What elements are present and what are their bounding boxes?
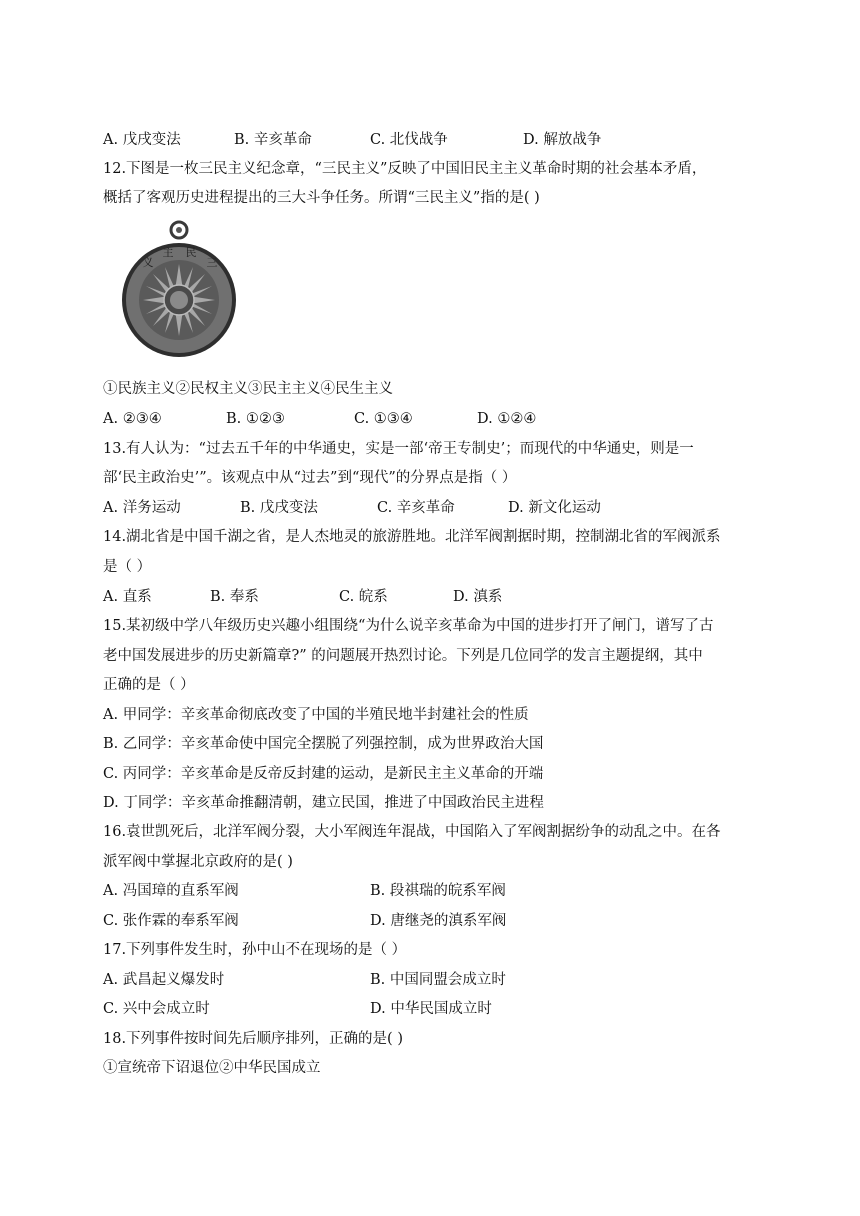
medal-char-1: 义 [142, 256, 154, 269]
q17-option-d: D. 中华民国成立时 [370, 1001, 492, 1017]
q13-stem-line2: 部‘民主政治史’”。该观点中从“过去”到“现代”的分界点是指（ ） [103, 470, 517, 486]
q16-stem-line1: 16.袁世凯死后，北洋军阀分裂，大小军阀连年混战，中国陷入了军阀割据纷争的动乱之中。在各 [103, 824, 721, 840]
medal-char-4: 三 [206, 256, 218, 269]
q12-stem-line1: 12.下图是一枚三民主义纪念章，“三民主义”反映了中国旧民主主义革命时期的社会基本矛盾， [103, 161, 707, 177]
q18-stem: 18.下列事件按时间先后顺序排列，正确的是( ) [103, 1031, 403, 1047]
q13-option-b: B. 戊戌变法 [240, 500, 318, 516]
q12-items: ①民族主义②民权主义③民主主义④民生主义 [103, 381, 393, 397]
q16-option-b: B. 段祺瑞的皖系军阀 [370, 883, 506, 899]
q18-items: ①宣统帝下诏退位②中华民国成立 [103, 1060, 321, 1076]
q15-option-b: B. 乙同学：辛亥革命使中国完全摆脱了列强控制，成为世界政治大国 [103, 736, 544, 752]
q12-option-c: C. ①③④ [354, 411, 413, 427]
q15-option-d: D. 丁同学：辛亥革命推翻清朝，建立民国，推进了中国政治民主进程 [103, 795, 544, 811]
q11-option-d: D. 解放战争 [523, 132, 602, 148]
q15-stem-line3: 正确的是（ ） [103, 677, 195, 693]
q16-option-c: C. 张作霖的奉系军阀 [103, 913, 239, 929]
q16-stem-line2: 派军阀中掌握北京政府的是( ) [103, 854, 293, 870]
q14-option-a: A. 直系 [103, 589, 152, 605]
q13-option-d: D. 新文化运动 [508, 500, 601, 516]
q17-option-a: A. 武昌起义爆发时 [103, 972, 225, 988]
q14-option-c: C. 皖系 [339, 589, 388, 605]
q14-option-d: D. 滇系 [453, 589, 503, 605]
q16-option-d: D. 唐继尧的滇系军阀 [370, 913, 507, 929]
q17-stem: 17.下列事件发生时，孙中山不在现场的是（ ） [103, 942, 407, 958]
q14-stem-line2: 是（ ） [103, 559, 152, 575]
q13-option-c: C. 辛亥革命 [377, 500, 455, 516]
q11-option-c: C. 北伐战争 [370, 132, 448, 148]
q12-option-b: B. ①②③ [226, 411, 285, 427]
q13-option-a: A. 洋务运动 [103, 500, 181, 516]
q12-option-d: D. ①②④ [477, 411, 537, 427]
q13-stem-line1: 13.有人认为：“过去五千年的中华通史，实是一部‘帝王专制史’；而现代的中华通史，则是一 [103, 441, 694, 457]
q15-option-a: A. 甲同学：辛亥革命彻底改变了中国的半殖民地半封建社会的性质 [103, 707, 529, 723]
q11-option-b: B. 辛亥革命 [234, 132, 312, 148]
q17-option-c: C. 兴中会成立时 [103, 1001, 210, 1017]
q12-stem-line2: 概括了客观历史进程提出的三大斗争任务。所谓“三民主义”指的是( ) [103, 190, 540, 206]
q16-option-a: A. 冯国璋的直系军阀 [103, 883, 239, 899]
medal-char-3: 民 [185, 246, 197, 259]
q15-stem-line2: 老中国发展进步的历史新篇章?” 的问题展开热烈讨论。下列是几位同学的发言主题提纲，其中 [103, 648, 703, 664]
sanmin-medal-image [120, 220, 238, 362]
medal-char-2: 主 [162, 246, 174, 259]
q15-stem-line1: 15.某初级中学八年级历史兴趣小组围绕“为什么说辛亥革命为中国的进步打开了闸门，谱写了古 [103, 618, 714, 634]
q14-option-b: B. 奉系 [210, 589, 259, 605]
q11-option-a: A. 戊戌变法 [103, 132, 181, 148]
q12-option-a: A. ②③④ [103, 411, 162, 427]
q17-option-b: B. 中国同盟会成立时 [370, 972, 506, 988]
q14-stem-line1: 14.湖北省是中国千湖之省，是人杰地灵的旅游胜地。北洋军阀割据时期，控制湖北省的军阀派系 [103, 529, 721, 545]
q15-option-c: C. 丙同学：辛亥革命是反帝反封建的运动，是新民主主义革命的开端 [103, 766, 544, 782]
